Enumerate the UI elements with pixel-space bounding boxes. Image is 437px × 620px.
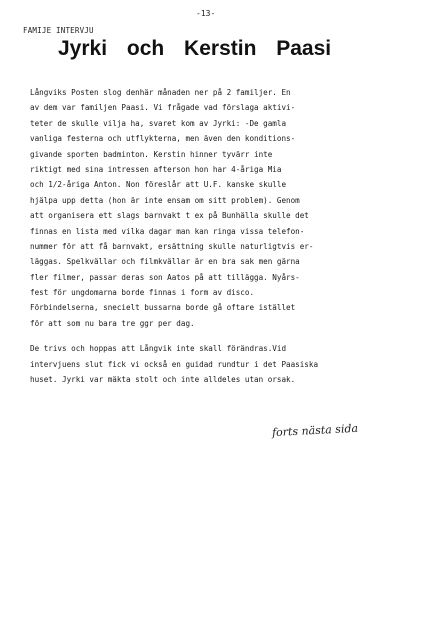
handwritten-continued-note: forts nästa sida (271, 421, 359, 440)
body-line: att organisera ett slags barnvakt t ex på Bunhälla skulle det (30, 211, 309, 221)
body-line: Långviks Posten slog denhär månaden ner på 2 familjer. En (30, 88, 291, 97)
section-label: FAMIJE INTERVJU (23, 26, 94, 35)
body-line: teter de skulle vilja ha, svaret kom av Jyrki: -De gamla (30, 118, 287, 128)
paragraph-gap (30, 331, 430, 341)
body-line: De trivs och hoppas att Långvik inte skall förändras.Vid (30, 344, 287, 354)
body-line: fest för ungdomarna borde finnas i form av disco. (30, 288, 255, 298)
body-line: fler filmer, passar deras son Aatos på att tillägga. Nyårs- (30, 272, 300, 282)
article-title: Jyrki och Kerstin Paasi (58, 37, 332, 60)
body-line: läggas. Spelkvällar och filmkvällar är en bra sak men gärna (30, 257, 300, 267)
body-line: finnas en lista med vilka dagar man kan ringa vissa telefon- (30, 226, 305, 236)
body-line: nummer för att få barnvakt, ersättning skulle naturligtvis er- (30, 241, 314, 251)
body-line: av dem var familjen Paasi. Vi frågade vad förslaga aktivi- (30, 103, 296, 113)
article-body (30, 85, 430, 387)
body-line: huset. Jyrki var mäkta stolt och inte alldeles utan orsak. (30, 375, 296, 385)
body-line: hjälpa upp detta (hon är inte ensam om sitt problem). Genom (30, 195, 300, 205)
body-line: för att som nu bara tre ggr per dag. (30, 318, 195, 328)
body-line: riktigt med sina intressen afterson hon har 4-åriga Mia (30, 164, 282, 174)
page-number: -13- (196, 9, 216, 18)
body-line: Förbindelserna, snecielt bussarna borde gå oftare istället (30, 303, 296, 313)
body-line: givande sporten badminton. Kerstin hinner tyvärr inte (30, 149, 273, 159)
body-line: och 1/2-åriga Anton. Non föreslår att U.F. kanske skulle (30, 180, 287, 190)
body-line: vanliga festerna och utflykterna, men även den konditions- (30, 134, 296, 144)
body-line: intervjuens slut fick vi också en guidad rundtur i det Paasiska (30, 359, 319, 369)
